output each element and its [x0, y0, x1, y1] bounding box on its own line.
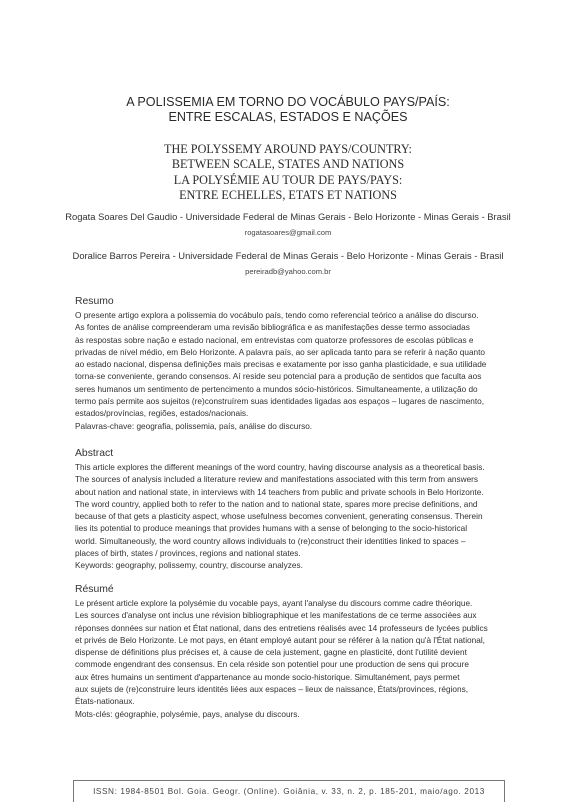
title-pt-line-1: A POLISSEMIA EM TORNO DO VOCÁBULO PAYS/PAÍS: — [126, 95, 450, 109]
section-body-resume — [75, 598, 505, 721]
abstract-keywords: Keywords: geography, polissemy, country, discourse analyzes. — [75, 561, 303, 571]
journal-citation-footer: ISSN: 1984-8501 Bol. Goia. Geogr. (Online). Goiânia, v. 33, n. 2, p. 185-201, maio/ago. 2013 — [73, 780, 505, 802]
resume-line: réponses données sur nation et État national, dans des entretiens réalisés avec 14 professeurs de lycées publics — [75, 623, 488, 633]
abstract-line: world. Simultaneously, the word country allows individuals to (re)construct their identities linked to spaces – — [75, 536, 466, 546]
abstract-line: lies its potential to produce meanings that provides humans with a sense of belonging to the socio-historical — [75, 524, 468, 534]
resume-line: dispense de définitions plus précises et, à cause de cela justement, gagne en plasticité, dont l'utilité devient — [75, 648, 467, 658]
resumo-line: às respostas sobre nação e estado nacional, em entrevistas com quatorze professores de escolas públicas e — [75, 335, 474, 345]
title-en-line-2: BETWEEN SCALE, STATES AND NATIONS — [171, 156, 405, 171]
resume-line: aux êtres humains un sentiment d'appartenance au monde socio-historique. Simultanément, pays permet — [75, 672, 460, 682]
author-1: Rogata Soares Del Gaudio - Universidade Federal de Minas Gerais - Belo Horizonte - Minas Gerais - Brasil — [65, 211, 511, 222]
title-portuguese — [40, 95, 536, 125]
resume-line: États-nationaux. — [75, 697, 135, 707]
author-1-email[interactable]: rogatasoares@gmail.com — [244, 228, 332, 237]
title-french — [40, 173, 536, 202]
title-fr-line-1: LA POLYSÉMIE AU TOUR DE PAYS/PAYS: — [173, 173, 403, 187]
abstract-line: because of that gets a plasticity aspect, whose usefulness becomes convenient, generating consensus. Therein — [75, 512, 483, 522]
resumo-line: estados/províncias, regiões, estados/nacionais. — [75, 409, 249, 419]
resume-keywords: Mots-clés: géographie, polysémie, pays, analyse du discours. — [75, 709, 300, 719]
resume-line: Les sources d'analyse ont inclus une révision bibliographique et les manifestations de ce terme associées aux — [75, 611, 477, 621]
section-body-resumo — [75, 310, 505, 433]
abstract-line: The sources of analysis included a literature review and manifestations associated with this term from answers — [75, 475, 479, 485]
resumo-line: termo país permite aos sujeitos (re)construírem suas identidades ligadas aos espaços – lugares de nascimento, — [75, 397, 485, 407]
section-heading-abstract: Abstract — [75, 448, 114, 459]
section-heading-resume: Résumé — [75, 584, 114, 595]
resumo-line: O presente artigo explora a polissemia do vocábulo país, tendo como referencial teórico a análise do discurso. — [75, 311, 479, 320]
author-2: Doralice Barros Pereira - Universidade Federal de Minas Gerais - Belo Horizonte - Minas Gerais - Brasil — [72, 250, 504, 261]
title-pt-line-2: ENTRE ESCALAS, ESTADOS E NAÇÕES — [168, 110, 408, 124]
abstract-line: This article explores the different meanings of the word country, having discourse analysis as a theoretical basis. — [75, 463, 485, 472]
resumo-line: seres humanos um sentimento de pertencimento a mundos sócio-históricos. Simultaneamente, a utilização do — [75, 384, 478, 394]
section-body-abstract — [75, 462, 505, 573]
resumo-line: As fontes de análise compreenderam uma revisão bibliográfica e as manifestações desse termo associadas — [75, 323, 470, 333]
resume-line: et privés de Belo Horizonte. Le mot pays, en étant employé autant pour se référer à la nation qu'à l'État national, — [75, 635, 485, 645]
resumo-line: ao estado nacional, dispensa definições mais precisas e exatamente por isso ganha plasticidade, e sua utilidade — [75, 360, 487, 370]
resumo-line: privadas de nível médio, em Belo Horizonte. A palavra país, ao ser aplicada tanto para se referir à nação quanto — [75, 347, 485, 357]
section-heading-resumo: Resumo — [75, 296, 114, 307]
title-fr-line-2: ENTRE ECHELLES, ETATS ET NATIONS — [179, 187, 397, 202]
resume-line: Le présent article explore la polysémie du vocable pays, ayant l'analyse du discours comme cadre théorique. — [75, 599, 473, 608]
abstract-line: about nation and national state, in interviews with 14 teachers from public and private schools in Belo Horizonte. — [75, 487, 484, 497]
resume-line: aux sujets de (re)construire leurs identités liées aux espaces – lieux de naissance, États/provinces, régions, — [75, 685, 468, 695]
resumo-keywords: Palavras-chave: geografia, polissemia, país, análise do discurso. — [75, 421, 313, 431]
abstract-line: The word country, applied both to refer to the nation and to national state, spares more precise definitions, and — [75, 499, 478, 509]
title-english — [40, 142, 536, 171]
author-2-email[interactable]: pereiradb@yahoo.com.br — [245, 267, 331, 276]
resume-line: commode engendrant des consensus. En cela réside son potentiel pour une production de sens qui procure — [75, 660, 469, 670]
title-en-line-1: THE POLYSSEMY AROUND PAYS/COUNTRY: — [164, 142, 412, 156]
resumo-line: torna-se conveniente, gerando consensos. Aí reside seu potencial para a produção de sentidos que faculta aos — [75, 372, 482, 382]
abstract-line: places of birth, states / provinces, regions and national states. — [75, 549, 301, 559]
